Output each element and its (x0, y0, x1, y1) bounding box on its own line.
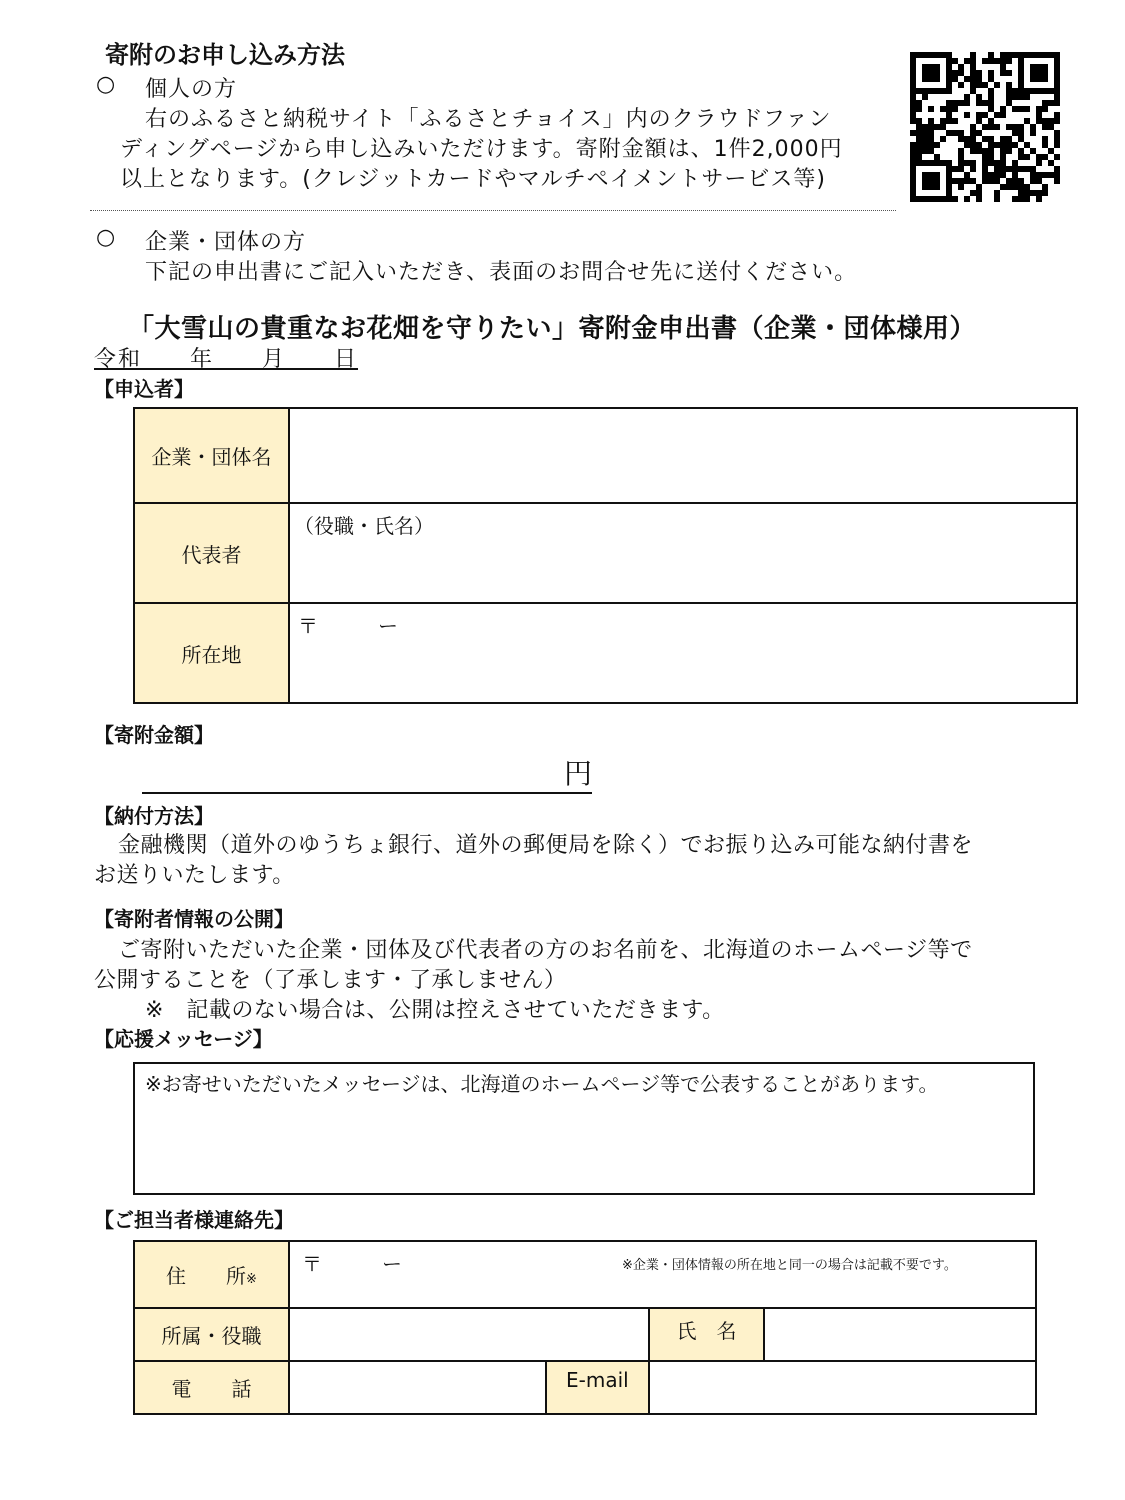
rep-input[interactable] (289, 503, 1077, 603)
email-label: E-mail (546, 1361, 649, 1414)
corporate-bullet: ○ (96, 225, 117, 250)
rep-hint: （役職・氏名） (294, 514, 434, 538)
phone-label: 電 話 (134, 1361, 289, 1414)
qr-code-icon[interactable] (910, 52, 1060, 202)
individual-line-2: ディングページから申し込みいただけます。寄附金額は、1件2,000円 (120, 137, 843, 162)
org-input[interactable] (289, 408, 1077, 503)
individual-line-1: 右のふるさと納税サイト「ふるさとチョイス」内のクラウドファン (145, 107, 832, 132)
corporate-title: 企業・団体の方 (145, 230, 307, 255)
message-note: ※お寄せいただいたメッセージは、北海道のホームページ等で公表することがあります。 (145, 1072, 939, 1096)
section-divider (90, 210, 896, 211)
payment-line-2: お送りいたします。 (94, 863, 295, 888)
payment-heading: 【納付方法】 (94, 804, 214, 828)
rep-label: 代表者 (134, 503, 289, 603)
disclosure-heading: 【寄附者情報の公開】 (94, 907, 294, 931)
applicant-table (133, 407, 1078, 704)
contact-addr-note: ※企業・団体情報の所在地と同一の場合は記載不要です。 (622, 1258, 957, 1273)
addr-input[interactable] (289, 603, 1077, 703)
date-line[interactable]: 令和 年 月 日 (94, 347, 359, 372)
disclosure-line-1: ご寄附いただいた企業・団体及び代表者の方のお名前を、北海道のホームページ等で (118, 938, 973, 963)
individual-title: 個人の方 (145, 77, 238, 102)
phone-input[interactable] (289, 1361, 546, 1414)
contact-addr-hint: 〒 ー (302, 1252, 402, 1276)
individual-bullet: ○ (96, 72, 117, 97)
amount-field[interactable] (142, 758, 592, 794)
corporate-line: 下記の申出書にご記入いただき、表面のお問合せ先に送付ください。 (145, 260, 858, 285)
amount-heading: 【寄附金額】 (94, 723, 214, 747)
amount-unit: 円 (563, 757, 592, 790)
message-box[interactable] (133, 1062, 1035, 1195)
payment-line-1: 金融機関（道外のゆうちょ銀行、道外の郵便局を除く）でお振り込み可能な納付書を (118, 833, 974, 858)
individual-line-3: 以上となります。(クレジットカードやマルチペイメントサービス等) (120, 167, 826, 192)
form-title: 「大雪山の貴重なお花畑を守りたい」寄附金申出書（企業・団体様用） (128, 314, 977, 344)
disclosure-line-2[interactable]: 公開することを（了承します・了承しません） (94, 968, 567, 993)
dept-label: 所属・役職 (134, 1308, 289, 1361)
name-input[interactable] (764, 1308, 1036, 1361)
contact-addr-label-text: 住 所 (166, 1264, 247, 1288)
contact-heading: 【ご担当者様連絡先】 (94, 1208, 294, 1232)
message-heading: 【応援メッセージ】 (94, 1027, 273, 1051)
addr-hint: 〒 ー (298, 614, 398, 638)
name-label: 氏 名 (649, 1308, 764, 1361)
dept-input[interactable] (289, 1308, 649, 1361)
disclosure-note: ※ 記載のない場合は、公開は控えさせていただきます。 (145, 998, 725, 1023)
contact-table (133, 1240, 1037, 1415)
howto-heading: 寄附のお申し込み方法 (105, 41, 345, 69)
org-label: 企業・団体名 (134, 408, 289, 503)
applicant-heading: 【申込者】 (94, 377, 194, 401)
email-input[interactable] (649, 1361, 1036, 1414)
addr-label: 所在地 (134, 603, 289, 703)
contact-addr-label (134, 1241, 289, 1308)
contact-addr-mark: ※ (246, 1272, 257, 1287)
contact-addr-input[interactable] (289, 1241, 1036, 1308)
